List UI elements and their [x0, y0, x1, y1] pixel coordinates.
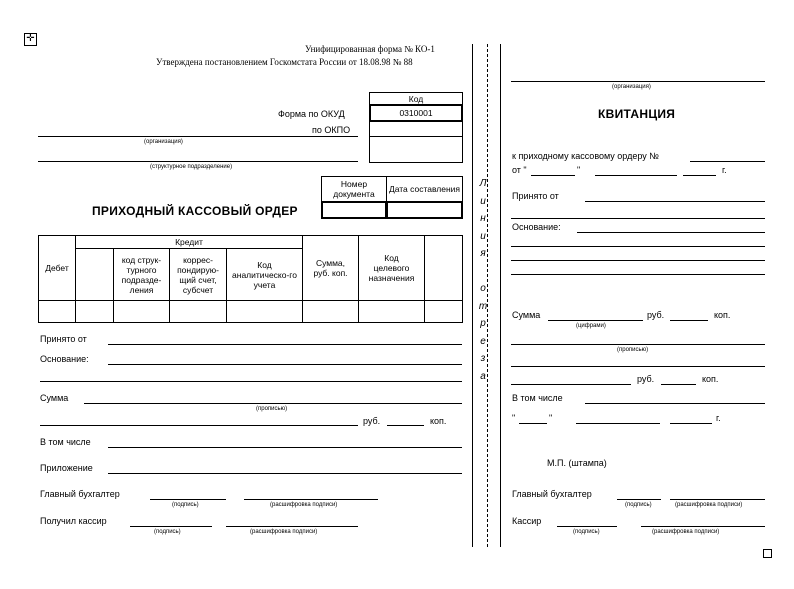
- receipt-kop-line[interactable]: [670, 320, 708, 321]
- receipt-basis-line-2[interactable]: [511, 246, 765, 247]
- department-line[interactable]: [38, 161, 358, 162]
- receipt-cashier-label: Кассир: [512, 516, 542, 526]
- credit-header: Кредит: [75, 235, 303, 249]
- receipt-cashier-signature-line[interactable]: [557, 526, 617, 527]
- cashier-received-label: Получил кассир: [40, 516, 107, 526]
- cut-char: з: [480, 353, 486, 364]
- receipt-year-label: г.: [716, 413, 721, 423]
- attachment-label: Приложение: [40, 463, 93, 473]
- cut-char: Л: [479, 178, 487, 189]
- sum-in-words-line[interactable]: [84, 403, 462, 404]
- receipt-chief-decoding-line[interactable]: [670, 499, 765, 500]
- receipt-including-label: В том числе: [512, 393, 563, 403]
- okpo-label: по ОКПО: [312, 125, 351, 135]
- cut-char: а: [480, 370, 486, 382]
- subdivision-code-header: код струк-турного подразде-ления: [113, 248, 170, 301]
- received-from-label: Принято от: [40, 334, 87, 344]
- date-month-line[interactable]: [595, 175, 677, 176]
- okud-value[interactable]: 0310001: [369, 104, 463, 122]
- subdivision-code-value[interactable]: [113, 300, 170, 323]
- rub-label: руб.: [363, 416, 381, 426]
- to-order-label: к приходному кассовому ордеру №: [512, 151, 659, 161]
- move-handle-icon[interactable]: ✛: [24, 33, 37, 46]
- purpose-code-header: Код целевого назначения: [358, 235, 425, 301]
- kop-label: коп.: [430, 416, 447, 426]
- cut-char: я: [480, 248, 486, 259]
- cut-char: т: [478, 300, 488, 312]
- corresponding-account-value[interactable]: [169, 300, 227, 323]
- receipt-organization-caption: (организация): [612, 84, 651, 90]
- corresponding-account-header: коррес-пондирую-щий счет, субсчет: [169, 248, 227, 301]
- organization-line[interactable]: [38, 136, 358, 137]
- receipt-received-from-line[interactable]: [585, 201, 765, 202]
- date-year-line[interactable]: [683, 175, 716, 176]
- doc-number-field[interactable]: [321, 201, 387, 219]
- unified-form-label: Унифицированная форма № КО-1: [305, 44, 435, 54]
- date-day-line[interactable]: [531, 175, 575, 176]
- quote-close: ": [577, 165, 581, 175]
- cut-char: и: [480, 230, 486, 242]
- okud-label: Форма по ОКУД: [278, 109, 345, 119]
- receipt-sum-words-line-3[interactable]: [511, 384, 631, 385]
- receipt-cashier-decoding-line[interactable]: [641, 526, 765, 527]
- receipt-including-line[interactable]: [585, 403, 765, 404]
- sum-line-2[interactable]: [40, 425, 358, 426]
- order-title: ПРИХОДНЫЙ КАССОВЫЙ ОРДЕР: [92, 204, 298, 218]
- cut-char: о: [480, 283, 486, 294]
- cut-char: [476, 263, 490, 281]
- amount-value[interactable]: [302, 300, 359, 323]
- chief-accountant-decoding-line[interactable]: [244, 499, 378, 500]
- cashier-decoding-line[interactable]: [226, 526, 358, 527]
- receipt-organization-line[interactable]: [511, 81, 765, 82]
- receipt-basis-label: Основание:: [512, 222, 561, 232]
- analytic-code-header: Код аналитическо-го учета: [226, 248, 303, 301]
- receipt-sum-label: Сумма: [512, 310, 541, 320]
- receipt-rub2-label: руб.: [637, 374, 655, 384]
- digits-caption: (цифрами): [576, 323, 606, 329]
- receipt-received-from-line-2[interactable]: [511, 218, 765, 219]
- credit-blank-value[interactable]: [75, 300, 114, 323]
- cashier-decoding-caption: (расшифровка подписи): [250, 529, 318, 535]
- including-line[interactable]: [108, 447, 462, 448]
- receipt-sum-words-line-2[interactable]: [511, 366, 765, 367]
- chief-accountant-label: Главный бухгалтер: [40, 489, 120, 499]
- receipt-q2: ": [549, 413, 553, 423]
- receipt-sum-digits-line[interactable]: [548, 320, 643, 321]
- basis-line-1[interactable]: [108, 364, 462, 365]
- receipt-basis-line-4[interactable]: [511, 274, 765, 275]
- receipt-year-line[interactable]: [670, 423, 712, 424]
- debit-value[interactable]: [38, 300, 76, 323]
- credit-blank-subcol: [75, 248, 114, 301]
- receipt-title: КВИТАНЦИЯ: [598, 107, 676, 121]
- receipt-rub-label: руб.: [647, 310, 665, 320]
- debit-header: Дебет: [38, 235, 76, 301]
- chief-accountant-signature-line[interactable]: [150, 499, 226, 500]
- basis-line-2[interactable]: [40, 381, 462, 382]
- blank-header: [424, 235, 463, 301]
- signature-caption: (подпись): [172, 502, 199, 508]
- kop-field[interactable]: [387, 425, 424, 426]
- amount-header: Сумма, руб. коп.: [302, 235, 359, 301]
- receipt-sum-words-line[interactable]: [511, 344, 765, 345]
- including-label: В том числе: [40, 437, 91, 447]
- receipt-received-from-label: Принято от: [512, 191, 559, 201]
- received-from-line[interactable]: [108, 344, 462, 345]
- sum-label: Сумма: [40, 393, 69, 403]
- receipt-chief-accountant-label: Главный бухгалтер: [512, 489, 592, 499]
- order-right-border: [472, 44, 473, 547]
- in-words-caption: (прописью): [256, 406, 288, 412]
- receipt-decoding-caption: (расшифровка подписи): [675, 502, 743, 508]
- receipt-month-line[interactable]: [576, 423, 660, 424]
- receipt-left-border: [500, 44, 501, 547]
- cashier-signature-line[interactable]: [130, 526, 212, 527]
- okpo-field[interactable]: [369, 121, 463, 137]
- cut-char: р: [480, 318, 486, 329]
- receipt-chief-signature-line[interactable]: [617, 499, 661, 500]
- order-number-line[interactable]: [690, 161, 765, 162]
- approval-label: Утверждена постановлением Госкомстата России от 18.08.98 № 88: [156, 57, 413, 67]
- receipt-kop2-line[interactable]: [661, 384, 696, 385]
- cut-char: е: [480, 335, 486, 347]
- organization-caption: (организация): [144, 139, 183, 145]
- receipt-kop2-label: коп.: [702, 374, 719, 384]
- purpose-code-value[interactable]: [358, 300, 425, 323]
- from-label: от ": [512, 165, 527, 175]
- receipt-cashier-signature-caption: (подпись): [573, 529, 600, 535]
- cashier-signature-caption: (подпись): [154, 529, 181, 535]
- doc-date-field[interactable]: [386, 201, 463, 219]
- analytic-code-value[interactable]: [226, 300, 303, 323]
- doc-number-header: Номер документа: [321, 176, 387, 202]
- doc-date-header: Дата составления: [386, 176, 463, 202]
- year-label: г.: [722, 165, 727, 175]
- receipt-basis-line-1[interactable]: [577, 232, 765, 233]
- code-header: Код: [369, 92, 463, 105]
- receipt-kop-label: коп.: [714, 310, 731, 320]
- cut-line-label: [476, 175, 490, 385]
- cut-char: н: [480, 213, 486, 224]
- receipt-basis-line-3[interactable]: [511, 260, 765, 261]
- department-code-field[interactable]: [369, 136, 463, 163]
- attachment-line[interactable]: [108, 473, 462, 474]
- resize-handle-icon[interactable]: [763, 549, 772, 558]
- receipt-cashier-decoding-caption: (расшифровка подписи): [652, 529, 720, 535]
- receipt-q1: ": [512, 413, 516, 423]
- department-caption: (структурное подразделение): [150, 164, 233, 170]
- signature-decoding-caption: (расшифровка подписи): [270, 502, 338, 508]
- basis-label: Основание:: [40, 354, 89, 364]
- receipt-day-line[interactable]: [519, 423, 547, 424]
- cut-char: и: [480, 195, 486, 207]
- receipt-signature-caption: (подпись): [625, 502, 652, 508]
- receipt-in-words-caption: (прописью): [617, 347, 649, 353]
- stamp-label: М.П. (штампа): [547, 458, 607, 468]
- blank-value[interactable]: [424, 300, 463, 323]
